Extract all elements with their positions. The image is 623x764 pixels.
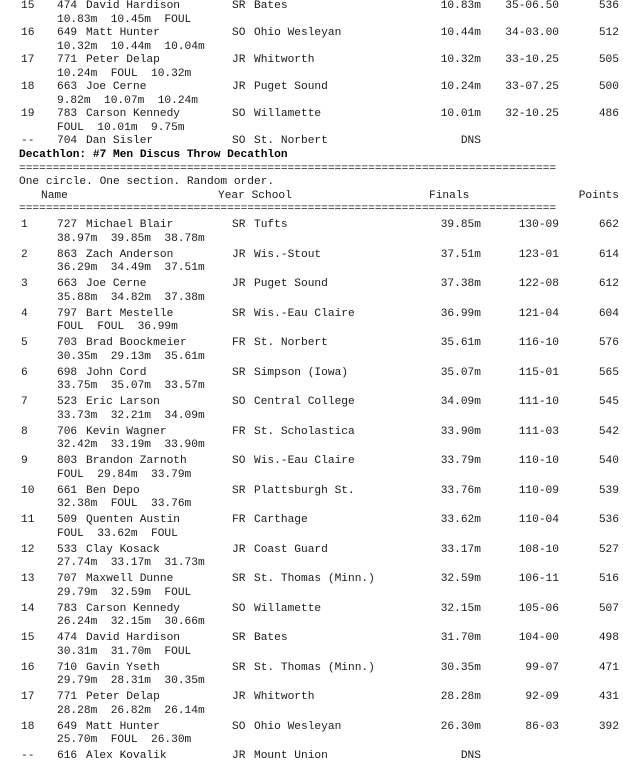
points-cell: 536 <box>598 514 619 526</box>
bib-number-cell: 509 <box>57 514 78 526</box>
athlete-name-cell: Dan Sisler <box>86 135 154 147</box>
points-cell: 536 <box>598 0 619 12</box>
points-cell: 498 <box>598 632 619 644</box>
attempts-row: 10.24m FOUL 10.32m <box>57 67 192 80</box>
athlete-name-cell: Gavin Yseth <box>86 661 160 674</box>
imperial-mark-cell: 32-10.25 <box>505 108 559 120</box>
school-cell: Puget Sound <box>254 278 328 290</box>
athlete-name-cell: Quenten Austin <box>86 514 180 526</box>
results-sheet <box>19 0 619 764</box>
imperial-mark-cell: 108-10 <box>518 543 559 556</box>
school-cell: Bates <box>254 632 288 644</box>
place-cell: 17 <box>21 54 35 66</box>
school-cell: Plattsburgh St. <box>254 484 355 497</box>
mark-cell: 10.01m <box>440 108 481 120</box>
attempts-row: 32.42m 33.19m 33.90m <box>57 439 205 451</box>
year-cell: JR <box>232 278 246 290</box>
school-cell: Willamette <box>254 602 322 615</box>
athlete-name-cell: Joe Cerne <box>86 81 147 93</box>
athlete-name-cell: Eric Larson <box>86 396 160 408</box>
year-cell: SR <box>232 573 246 585</box>
imperial-mark-cell: 110-09 <box>518 484 559 497</box>
imperial-mark-cell: 35-06.50 <box>505 0 559 12</box>
athlete-name-cell: Zach Anderson <box>86 248 174 261</box>
bib-number-cell: 704 <box>57 135 78 147</box>
attempts-row: 29.79m 32.59m FOUL <box>57 586 192 599</box>
year-cell: SR <box>232 219 246 231</box>
result-row <box>19 721 619 735</box>
place-cell: 18 <box>21 720 35 733</box>
result-row <box>19 54 619 68</box>
school-cell: Whitworth <box>254 691 315 703</box>
imperial-mark-cell: 110-10 <box>518 455 559 467</box>
athlete-name-cell: David Hardison <box>86 632 180 644</box>
place-cell: 15 <box>21 632 35 644</box>
place-cell: 2 <box>21 248 28 261</box>
school-cell: Puget Sound <box>254 81 328 93</box>
year-cell: JR <box>232 248 246 261</box>
bib-number-cell: 533 <box>57 543 78 556</box>
place-cell: 13 <box>21 573 35 585</box>
column-header-row <box>19 190 619 204</box>
attempts-row: 38.97m 39.85m 38.78m <box>57 232 205 245</box>
bib-number-cell: 663 <box>57 278 78 290</box>
place-cell: 4 <box>21 307 28 320</box>
mark-cell: 32.59m <box>440 573 481 585</box>
event-title: Decathlon: #7 Men Discus Throw Decathlon <box>19 148 288 161</box>
event-results <box>19 217 619 764</box>
bib-number-cell: 706 <box>57 425 78 438</box>
school-cell: Coast Guard <box>254 543 328 556</box>
points-cell: 576 <box>598 337 619 349</box>
place-cell: 19 <box>21 108 35 120</box>
athlete-name-cell: Bart Mestelle <box>86 307 174 320</box>
result-row <box>19 544 619 558</box>
result-row <box>19 750 619 764</box>
result-row <box>19 691 619 705</box>
bib-number-cell: 727 <box>57 219 78 231</box>
points-cell: 614 <box>598 248 619 261</box>
school-cell: Whitworth <box>254 54 315 66</box>
mark-cell: 33.79m <box>440 455 481 467</box>
result-row <box>19 249 619 263</box>
mark-cell: 10.32m <box>440 54 481 66</box>
result-row <box>19 367 619 381</box>
school-cell: Bates <box>254 0 288 12</box>
athlete-name-cell: Matt Hunter <box>86 27 160 39</box>
imperial-mark-cell: 105-06 <box>518 602 559 615</box>
year-cell: FR <box>232 337 246 349</box>
year-cell: FR <box>232 425 246 438</box>
mark-cell: 26.30m <box>440 720 481 733</box>
double-rule: ================================================================================ <box>19 162 557 175</box>
attempts-row: FOUL 33.62m FOUL <box>57 527 178 540</box>
place-cell: 9 <box>21 455 28 467</box>
school-cell: Ohio Wesleyan <box>254 720 342 733</box>
points-cell: 540 <box>598 455 619 467</box>
place-cell: 1 <box>21 219 28 231</box>
bib-number-cell: 707 <box>57 573 78 585</box>
athlete-name-cell: Joe Cerne <box>86 278 147 290</box>
year-cell: SR <box>232 484 246 497</box>
mark-cell: 37.38m <box>440 278 481 290</box>
bib-number-cell: 863 <box>57 248 78 261</box>
place-cell: 16 <box>21 27 35 39</box>
year-cell: SO <box>232 455 246 467</box>
bib-number-cell: 771 <box>57 54 78 66</box>
bib-number-cell: 803 <box>57 455 78 467</box>
result-row <box>19 485 619 499</box>
imperial-mark-cell: 130-09 <box>518 219 559 231</box>
points-cell: 471 <box>598 661 619 674</box>
result-row <box>19 603 619 617</box>
place-cell: 14 <box>21 602 35 615</box>
athlete-name-cell: Peter Delap <box>86 54 160 66</box>
year-cell: SR <box>232 661 246 674</box>
imperial-mark-cell: 122-08 <box>518 278 559 290</box>
result-row <box>19 278 619 292</box>
imperial-mark-cell: 99-07 <box>525 661 559 674</box>
bib-number-cell: 797 <box>57 307 78 320</box>
place-cell: 16 <box>21 661 35 674</box>
athlete-name-cell: David Hardison <box>86 0 180 12</box>
imperial-mark-cell: 34-03.00 <box>505 27 559 39</box>
imperial-mark-cell: 111-03 <box>518 425 559 438</box>
year-cell: SO <box>232 396 246 408</box>
athlete-name-cell: Brandon Zarnoth <box>86 455 187 467</box>
bib-number-cell: 703 <box>57 337 78 349</box>
bib-number-cell: 783 <box>57 108 78 120</box>
bib-number-cell: 663 <box>57 81 78 93</box>
mark-cell: 10.24m <box>440 81 481 93</box>
mark-cell: 32.15m <box>440 602 481 615</box>
result-row <box>19 662 619 676</box>
place-cell: 15 <box>21 0 35 12</box>
mark-cell: DNS <box>460 750 481 762</box>
school-cell: St. Thomas (Minn.) <box>254 661 375 674</box>
school-cell: Willamette <box>254 108 322 120</box>
result-row <box>19 455 619 469</box>
mark-cell: 36.99m <box>440 307 481 320</box>
attempts-row: 26.24m 32.15m 30.66m <box>57 616 205 628</box>
attempts-row: 30.31m 31.70m FOUL <box>57 645 192 658</box>
attempts-row: 28.28m 26.82m 26.14m <box>57 704 205 717</box>
points-cell: 612 <box>598 278 619 290</box>
result-row <box>19 27 619 41</box>
school-cell: St. Norbert <box>254 337 328 349</box>
place-cell: 3 <box>21 278 28 290</box>
year-cell: JR <box>232 81 246 93</box>
mark-cell: 33.90m <box>440 425 481 438</box>
imperial-mark-cell: 115-01 <box>518 366 559 379</box>
mark-cell: 28.28m <box>440 691 481 703</box>
place-cell: 7 <box>21 396 28 408</box>
bib-number-cell: 616 <box>57 750 78 762</box>
result-row <box>19 108 619 122</box>
year-cell: SO <box>232 720 246 733</box>
imperial-mark-cell: 116-10 <box>518 337 559 349</box>
result-row <box>19 308 619 322</box>
mark-cell: 31.70m <box>440 632 481 644</box>
bib-number-cell: 474 <box>57 0 78 12</box>
points-cell: 431 <box>598 691 619 703</box>
place-cell: 18 <box>21 81 35 93</box>
result-row <box>19 514 619 528</box>
year-cell: SO <box>232 27 246 39</box>
athlete-name-cell: Michael Blair <box>86 219 174 231</box>
points-cell: 486 <box>598 108 619 120</box>
points-cell: 500 <box>598 81 619 93</box>
athlete-name-cell: Kevin Wagner <box>86 425 167 438</box>
mark-cell: 30.35m <box>440 661 481 674</box>
school-cell: St. Thomas (Minn.) <box>254 573 375 585</box>
attempts-row: FOUL 29.84m 33.79m <box>57 468 192 481</box>
result-row <box>19 632 619 646</box>
attempts-row: 25.70m FOUL 26.30m <box>57 734 192 746</box>
athlete-name-cell: Brad Boockmeier <box>86 337 187 349</box>
mark-cell: DNS <box>460 135 481 147</box>
bib-number-cell: 649 <box>57 720 78 733</box>
attempts-row: 32.38m FOUL 33.76m <box>57 498 192 510</box>
mark-cell: 33.17m <box>440 543 481 556</box>
imperial-mark-cell: 92-09 <box>525 691 559 703</box>
result-row <box>19 396 619 410</box>
attempts-row: FOUL 10.01m 9.75m <box>57 121 185 134</box>
bib-number-cell: 710 <box>57 661 78 674</box>
bib-number-cell: 474 <box>57 632 78 644</box>
result-row <box>19 219 619 233</box>
result-row <box>19 337 619 351</box>
athlete-name-cell: Clay Kosack <box>86 543 160 556</box>
attempts-row: 33.75m 35.07m 33.57m <box>57 380 205 392</box>
result-row <box>19 426 619 440</box>
points-cell: 604 <box>598 307 619 320</box>
athlete-name-cell: Carson Kennedy <box>86 108 180 120</box>
attempts-row: 33.73m 32.21m 34.09m <box>57 409 205 422</box>
place-cell: -- <box>21 750 35 762</box>
points-cell: 539 <box>598 484 619 497</box>
school-cell: Wis.-Stout <box>254 248 322 261</box>
athlete-name-cell: Matt Hunter <box>86 720 160 733</box>
attempts-row: 10.83m 10.45m FOUL <box>57 13 192 26</box>
mark-cell: 37.51m <box>440 248 481 261</box>
imperial-mark-cell: 33-07.25 <box>505 81 559 93</box>
year-cell: JR <box>232 543 246 556</box>
year-cell: SO <box>232 602 246 615</box>
school-cell: St. Scholastica <box>254 425 355 438</box>
imperial-mark-cell: 106-11 <box>518 573 559 585</box>
header-finals: Finals <box>429 189 470 202</box>
year-cell: SR <box>232 307 246 320</box>
school-cell: Ohio Wesleyan <box>254 27 342 39</box>
imperial-mark-cell: 86-03 <box>525 720 559 733</box>
mark-cell: 39.85m <box>440 219 481 231</box>
school-cell: Central College <box>254 396 355 408</box>
place-cell: -- <box>21 135 35 147</box>
result-row <box>19 81 619 95</box>
year-cell: SO <box>232 108 246 120</box>
header-year-school: Year School <box>218 189 292 202</box>
school-cell: Simpson (Iowa) <box>254 366 348 379</box>
previous-event-results <box>19 0 619 149</box>
points-cell: 507 <box>598 602 619 615</box>
imperial-mark-cell: 123-01 <box>518 248 559 261</box>
place-cell: 11 <box>21 514 35 526</box>
imperial-mark-cell: 33-10.25 <box>505 54 559 66</box>
attempts-row: 9.82m 10.07m 10.24m <box>57 94 198 107</box>
year-cell: SO <box>232 135 246 147</box>
attempts-row: 35.88m 34.82m 37.38m <box>57 291 205 304</box>
attempts-row: 27.74m 33.17m 31.73m <box>57 557 205 569</box>
place-cell: 12 <box>21 543 35 556</box>
result-row <box>19 0 619 14</box>
single-rule: ================================================================================ <box>19 203 557 215</box>
mark-cell: 33.76m <box>440 484 481 497</box>
points-cell: 565 <box>598 366 619 379</box>
school-cell: Wis.-Eau Claire <box>254 455 355 467</box>
school-cell: Tufts <box>254 219 288 231</box>
imperial-mark-cell: 111-10 <box>518 396 559 408</box>
imperial-mark-cell: 110-04 <box>518 514 559 526</box>
athlete-name-cell: Alex Kovalik <box>86 750 167 762</box>
place-cell: 10 <box>21 484 35 497</box>
attempts-row: 29.79m 28.31m 30.35m <box>57 675 205 687</box>
place-cell: 5 <box>21 337 28 349</box>
place-cell: 17 <box>21 691 35 703</box>
points-cell: 542 <box>598 425 619 438</box>
result-row <box>19 135 619 149</box>
school-cell: Mount Union <box>254 750 328 762</box>
imperial-mark-cell: 121-04 <box>518 307 559 320</box>
athlete-name-cell: Ben Depo <box>86 484 140 497</box>
place-cell: 8 <box>21 425 28 438</box>
mark-cell: 33.62m <box>440 514 481 526</box>
points-cell: 516 <box>598 573 619 585</box>
place-cell: 6 <box>21 366 28 379</box>
event-note: One circle. One section. Random order. <box>19 176 275 188</box>
athlete-name-cell: Carson Kennedy <box>86 602 180 615</box>
points-cell: 512 <box>598 27 619 39</box>
bib-number-cell: 783 <box>57 602 78 615</box>
mark-cell: 10.83m <box>440 0 481 12</box>
attempts-row: 36.29m 34.49m 37.51m <box>57 262 205 274</box>
attempts-row: 30.35m 29.13m 35.61m <box>57 350 205 363</box>
mark-cell: 35.07m <box>440 366 481 379</box>
bib-number-cell: 698 <box>57 366 78 379</box>
year-cell: SR <box>232 632 246 644</box>
header-name: Name <box>41 189 68 202</box>
year-cell: JR <box>232 691 246 703</box>
imperial-mark-cell: 104-00 <box>518 632 559 644</box>
mark-cell: 34.09m <box>440 396 481 408</box>
bib-number-cell: 771 <box>57 691 78 703</box>
points-cell: 527 <box>598 543 619 556</box>
points-cell: 545 <box>598 396 619 408</box>
points-cell: 662 <box>598 219 619 231</box>
athlete-name-cell: Maxwell Dunne <box>86 573 174 585</box>
bib-number-cell: 649 <box>57 27 78 39</box>
attempts-row: FOUL FOUL 36.99m <box>57 321 178 333</box>
points-cell: 505 <box>598 54 619 66</box>
bib-number-cell: 523 <box>57 396 78 408</box>
school-cell: Carthage <box>254 514 308 526</box>
bib-number-cell: 661 <box>57 484 78 497</box>
athlete-name-cell: John Cord <box>86 366 147 379</box>
year-cell: SR <box>232 0 246 12</box>
result-row <box>19 573 619 587</box>
year-cell: FR <box>232 514 246 526</box>
mark-cell: 35.61m <box>440 337 481 349</box>
school-cell: St. Norbert <box>254 135 328 147</box>
header-points: Points <box>578 189 619 202</box>
athlete-name-cell: Peter Delap <box>86 691 160 703</box>
year-cell: JR <box>232 54 246 66</box>
attempts-row: 10.32m 10.44m 10.04m <box>57 40 205 53</box>
year-cell: SR <box>232 366 246 379</box>
year-cell: JR <box>232 750 246 762</box>
points-cell: 392 <box>598 720 619 733</box>
mark-cell: 10.44m <box>440 27 481 39</box>
school-cell: Wis.-Eau Claire <box>254 307 355 320</box>
